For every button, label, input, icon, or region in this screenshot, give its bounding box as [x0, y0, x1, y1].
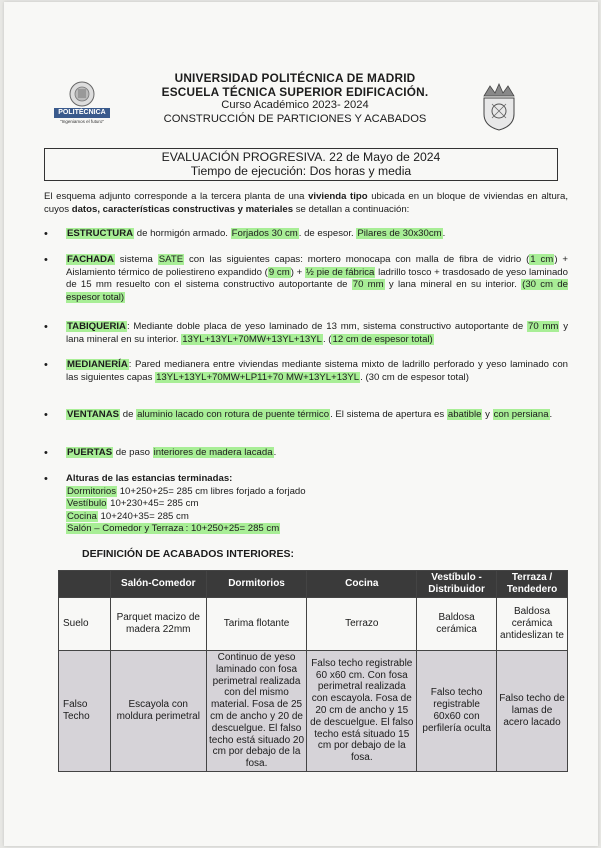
highlight: ½ pie de fábrica [305, 266, 375, 278]
school-name: ESCUELA TÉCNICA SUPERIOR EDIFICACIÓN. [161, 85, 429, 99]
fachada-label: FACHADA [67, 254, 114, 265]
altura-name: Vestíbulo [67, 498, 107, 510]
altura-value: 10+250+25= 285 cm libres forjado a forjado [117, 485, 306, 497]
altura-value: : 10+250+25= 285 cm [185, 523, 280, 535]
table-header-cell: Terraza / Tendedero [497, 571, 568, 598]
highlight: interiores de madera lacada [153, 447, 273, 458]
text: ) + [290, 266, 305, 278]
highlight: 70 mm [528, 321, 559, 332]
subject-name: CONSTRUCCIÓN DE PARTICIONES Y ACABADOS [163, 112, 427, 125]
highlight: 12 cm de espesor total) [332, 333, 433, 345]
table-cell: Parquet macizo de madera 22mm [110, 598, 206, 651]
text: : Pared medianera entre viviendas [128, 359, 282, 370]
table-header-cell: Dormitorios [206, 571, 307, 598]
table-row-falso-techo [59, 651, 568, 772]
table-header-cell [59, 571, 111, 598]
logo-text: POLITÉCNICA [58, 109, 106, 116]
intro-text-3: se detallan a continuación: [293, 203, 410, 215]
text: : Mediante [126, 321, 177, 332]
bullet-dot: • [44, 321, 48, 333]
text: y lana mineral en su interior. [66, 321, 569, 345]
altura-value: 10+240+35= 285 cm [97, 510, 189, 522]
highlight: 13YL+13YL+70MW+13YL+13YL [182, 333, 322, 345]
highlight: Forjados 30 cm [231, 228, 298, 239]
table-cell: Falso techo registrable 60x60 con perfilería oculta [417, 651, 497, 772]
bullet-dot: • [44, 409, 48, 421]
text: . de espesor. [298, 228, 357, 239]
text: de [120, 409, 137, 420]
alturas-title: Alturas de las estancias terminadas: [66, 473, 233, 484]
altura-row [66, 498, 568, 511]
puertas-label: PUERTAS [67, 447, 113, 458]
altura-name: Salón – Comedor y Terraza [67, 523, 184, 535]
text: . ( [322, 333, 332, 345]
evaluation-time: Tiempo de ejecución: Dos horas y media [190, 164, 412, 178]
highlight: 1 cm [530, 254, 554, 265]
tabiqueria-label: TABIQUERIA [67, 321, 126, 332]
text-underlined: mediante sistema mixto de ladrillo perforado [281, 359, 475, 370]
highlight: Pilares de 30x30cm [357, 228, 442, 239]
highlight: con persiana [493, 409, 549, 420]
table-cell: Escayola con moldura perimetral [110, 651, 206, 772]
intro-text-1: El esquema adjunto corresponde a la tercera planta de una [44, 191, 309, 202]
table-cell: Tarima flotante [206, 598, 307, 651]
highlight: aluminio lacado con rotura de puente térmico [137, 409, 330, 420]
table-cell: Terrazo [307, 598, 417, 651]
school-crest-icon [478, 82, 520, 132]
text: . [273, 447, 277, 458]
university-name: UNIVERSIDAD POLITÉCNICA DE MADRID [174, 71, 416, 85]
highlight: (30 cm de espesor total) [66, 279, 568, 303]
altura-value: 10+230+45= 285 cm [107, 498, 199, 510]
upm-logo [52, 80, 112, 128]
table-cell: Continuo de yeso laminado con fosa perimetral realizada con del mismo material. Fosa de 25 cm de ancho y 20 de descuelgue. El falso techo está situado 20 cm por debajo de la fosa. [206, 651, 307, 772]
course-year: Curso Académico 2023- 2024 [221, 99, 369, 111]
altura-row [66, 523, 568, 536]
text: , sistema constructivo autoportante de [356, 321, 527, 332]
logo-tagline: "Ingeniamos el futuro" [60, 119, 104, 124]
bullet-dot: • [44, 228, 48, 240]
medianeria-label: MEDIANERÍA [67, 359, 128, 370]
altura-row [66, 511, 568, 524]
text: ladrillo tosco + trasdosado de yeso laminado de 15 mm resuelto con el sistema constructivo autoportante de [66, 266, 568, 291]
header [130, 71, 460, 126]
school-crest [478, 82, 520, 132]
text: . El sistema de apertura es [330, 409, 447, 420]
text: y [482, 409, 493, 420]
intro-bold-1: vivienda tipo [308, 191, 368, 202]
altura-name: Dormitorios [67, 485, 117, 497]
intro-bold-2: datos, características constructivas y materiales [71, 203, 294, 215]
text: . [549, 409, 553, 420]
text-underlined: doble placa de yeso laminado de 13 mm [176, 321, 357, 332]
altura-name: Cocina [67, 510, 97, 522]
text: . [442, 228, 446, 239]
evaluation-box [44, 148, 558, 181]
table-row-suelo [59, 598, 568, 651]
text: con las siguientes capas: mortero monocapa con malla de fibra de vidrio ( [184, 254, 530, 265]
table-cell: Falso techo registrable 60 x60 cm. Con fosa perimetral realizada con escayola. Fosa de 20 cm de ancho y 15 de descuelgue. El falso techo está situado 15 cm por debajo de la fosa. [307, 651, 417, 772]
highlight: 70 mm [352, 279, 384, 291]
ventanas-label: VENTANAS [67, 409, 120, 420]
text: y yeso laminado con las siguientes capas [66, 359, 568, 383]
highlight: 9 cm [268, 266, 290, 278]
bullet-dot: • [44, 447, 48, 459]
intro-text-2: ubicada en un bloque de viviendas en altura, cuyos [44, 191, 569, 215]
text: ) + Aislamiento térmico de poliestireno expandido ( [66, 254, 569, 278]
intro-paragraph [44, 191, 568, 216]
text: . (30 cm de espesor total) [360, 371, 469, 383]
table-cell: Baldosa cerámica antideslizan te [497, 598, 568, 651]
table-cell: Falso techo de lamas de acero lacado [497, 651, 568, 772]
highlight: SATE [158, 254, 184, 265]
bullet-dot: • [44, 473, 48, 485]
highlight: abatible [447, 409, 482, 420]
acabados-table [58, 570, 568, 772]
altura-row [66, 486, 568, 499]
estructura-label: ESTRUCTURA [67, 228, 134, 239]
table-header-row [59, 571, 568, 598]
acabados-title: DEFINICIÓN DE ACABADOS INTERIORES: [82, 548, 294, 560]
text: de hormigón armado. [134, 228, 231, 239]
text: de paso [113, 447, 153, 458]
highlight: 13YL+13YL+70MW+LP11+70 MW+13YL+13YL [156, 371, 360, 383]
text: sistema [114, 254, 158, 265]
table-cell: Falso Techo [59, 651, 111, 772]
table-header-cell: Cocina [307, 571, 417, 598]
table-header-cell: Vestíbulo - Distribuidor [417, 571, 497, 598]
table-header-cell: Salón-Comedor [110, 571, 206, 598]
text: y lana mineral en su interior. [384, 279, 522, 291]
table-cell: Baldosa cerámica [417, 598, 497, 651]
bullet-dot: • [44, 359, 48, 371]
bullet-dot: • [44, 254, 48, 266]
table-cell: Suelo [59, 598, 111, 651]
evaluation-title: EVALUACIÓN PROGRESIVA. 22 de Mayo de 2024 [161, 150, 441, 164]
